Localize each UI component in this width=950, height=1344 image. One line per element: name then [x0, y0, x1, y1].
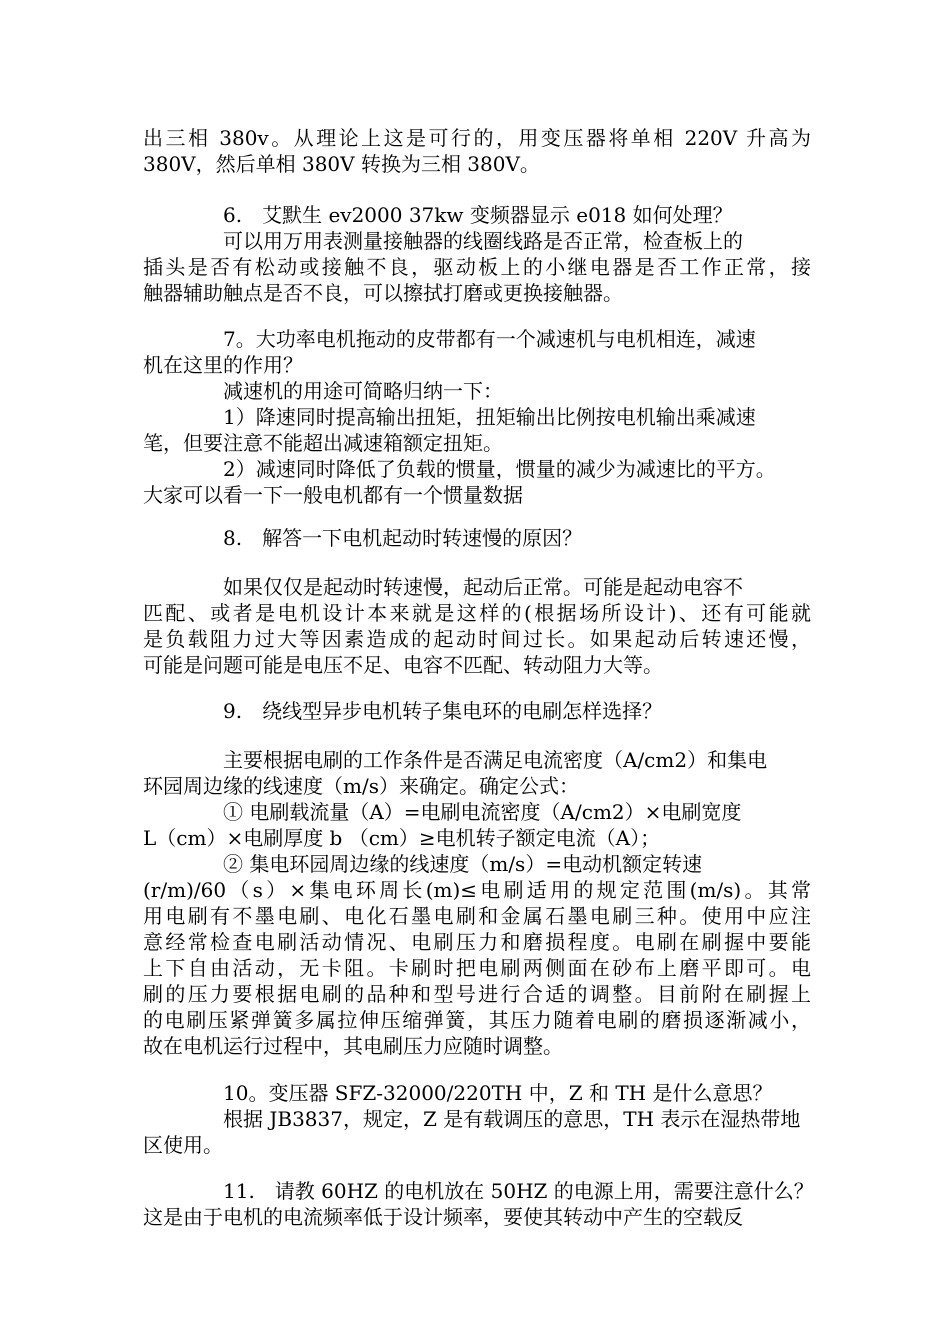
- question-heading: 7。大功率电机拖动的皮带都有一个减速机与电机相连，减速: [223, 327, 756, 351]
- text-line: ① 电刷载流量（A）=电刷电流密度（A/cm2）×电刷宽度: [223, 800, 742, 824]
- text-line: 意经常检查电刷活动情况、电刷压力和磨损程度。电刷在刷握中要能: [143, 930, 811, 954]
- question-heading: 10。变压器 SFZ-32000/220TH 中，Z 和 TH 是什么意思？: [223, 1081, 773, 1105]
- text-line: 可以用万用表测量接触器的线圈线路是否正常，检查板上的: [223, 229, 743, 253]
- question-heading: 6. 艾默生 ev2000 37kw 变频器显示 e018 如何处理？: [223, 203, 733, 227]
- text-line: 环园周边缘的线速度（m/s）来确定。确定公式：: [143, 774, 579, 798]
- text-line: L（cm）×电刷厚度 b （cm）≥电机转子额定电流（A）；: [143, 826, 661, 850]
- text-line: 刷的压力要根据电刷的品种和型号进行合适的调整。目前附在刷握上: [143, 982, 811, 1006]
- question-heading: 9. 绕线型异步电机转子集电环的电刷怎样选择？: [223, 699, 663, 723]
- text-line: 笔，但要注意不能超出减速箱额定扭矩。: [143, 431, 503, 455]
- text-line: 插头是否有松动或接触不良，驱动板上的小继电器是否工作正常，接: [143, 255, 811, 279]
- text-line: 380V，然后单相 380V 转换为三相 380V。: [143, 152, 540, 176]
- text-line: 故在电机运行过程中，其电刷压力应随时调整。: [143, 1034, 563, 1058]
- question-heading: 8. 解答一下电机起动时转速慢的原因？: [223, 526, 583, 550]
- text-line: 根据 JB3837，规定，Z 是有载调压的意思，TH 表示在湿热带地: [223, 1107, 801, 1131]
- text-line: 触器辅助触点是否不良，可以擦拭打磨或更换接触器。: [143, 281, 623, 305]
- text-line: 是负载阻力过大等因素造成的起动时间过长。如果起动后转速还慢，: [143, 627, 811, 651]
- text-line: 上下自由活动，无卡阻。卡刷时把电刷两侧面在砂布上磨平即可。电: [143, 956, 811, 980]
- text-line: 大家可以看一下一般电机都有一个惯量数据: [143, 483, 523, 507]
- text-line: 区使用。: [143, 1133, 223, 1157]
- text-line: 1）降速同时提高输出扭矩，扭矩输出比例按电机输出乘减速: [223, 405, 756, 429]
- text-line: (r/m)/60（s）×集电环周长(m)≤电刷适用的规定范围(m/s)。其常: [143, 878, 811, 902]
- text-line: ② 集电环园周边缘的线速度（m/s）=电动机额定转速: [223, 852, 703, 876]
- text-line: 这是由于电机的电流频率低于设计频率，要使其转动中产生的空载反: [143, 1205, 743, 1229]
- text-line: 减速机的用途可简略归纳一下：: [223, 379, 503, 403]
- text-line: 出三相 380v。从理论上这是可行的，用变压器将单相 220V 升高为: [143, 126, 811, 150]
- question-heading: 11. 请教 60HZ 的电机放在 50HZ 的电源上用，需要注意什么？: [223, 1179, 814, 1203]
- text-line: 匹配、或者是电机设计本来就是这样的(根据场所设计)、还有可能就: [143, 601, 811, 625]
- text-line: 2）减速同时降低了负载的惯量，惯量的减少为减速比的平方。: [223, 457, 776, 481]
- text-line: 用电刷有不墨电刷、电化石墨电刷和金属石墨电刷三种。使用中应注: [143, 904, 811, 928]
- text-line: 机在这里的作用？: [143, 353, 303, 377]
- text-line: 如果仅仅是起动时转速慢，起动后正常。可能是起动电容不: [223, 575, 743, 599]
- text-line: 主要根据电刷的工作条件是否满足电流密度（A/cm2）和集电: [223, 748, 768, 772]
- text-line: 的电刷压紧弹簧多属拉伸压缩弹簧，其压力随着电刷的磨损逐渐减小，: [143, 1008, 811, 1032]
- text-line: 可能是问题可能是电压不足、电容不匹配、转动阻力大等。: [143, 653, 663, 677]
